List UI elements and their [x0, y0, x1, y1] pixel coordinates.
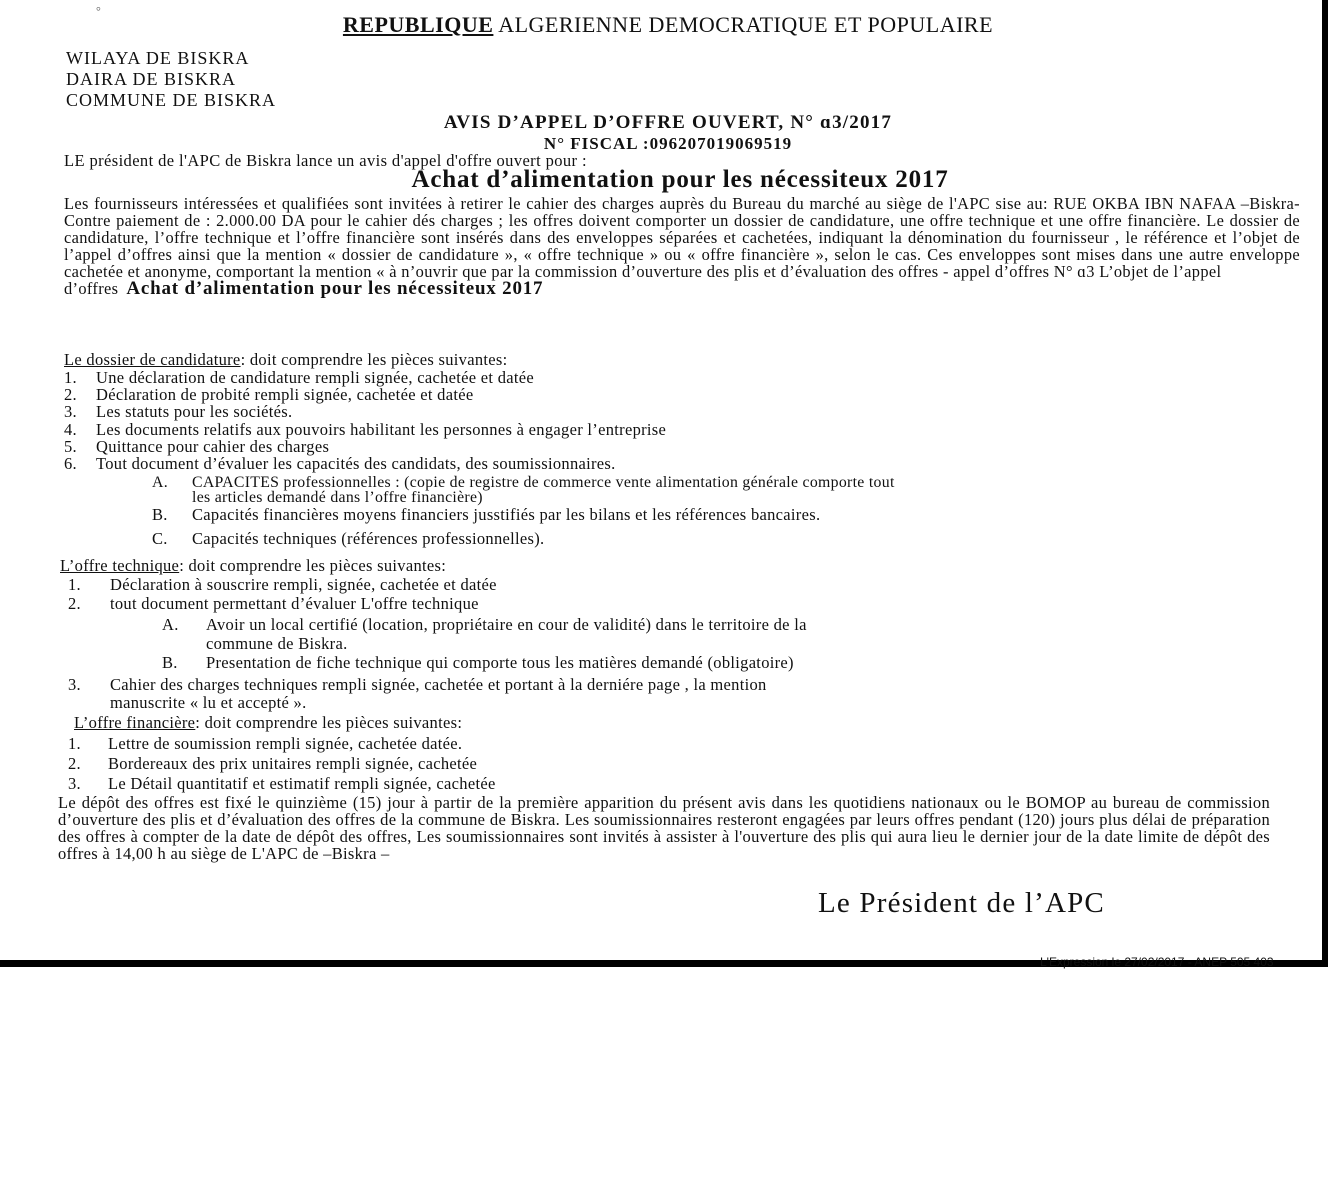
sub-text: CAPACITES professionnelles : (copie de registre de commerce vente alimentation générale comporte tout — [192, 474, 895, 491]
financiere-heading-label: L’offre financière — [74, 713, 196, 732]
publication-footer: L'Expression le 27/02/2017 - ANEP 505 403 — [1040, 955, 1274, 969]
notice-title: AVIS D’APPEL D’OFFRE OUVERT, N° ɑ3/2017 — [443, 112, 893, 133]
technique-sub-b — [162, 655, 794, 670]
financiere-heading-rest: : doit comprendre les pièces suivantes: — [195, 713, 463, 732]
item-text: Déclaration de probité rempli signée, cachetée et datée — [96, 385, 474, 404]
item-number: 5. — [64, 437, 77, 456]
candidature-heading — [64, 351, 507, 369]
sub-text: les articles demandé dans l’offre financière) — [192, 489, 483, 506]
fiscal-number: N° FISCAL :09620701906951​9 — [543, 134, 793, 153]
item-number: 3. — [68, 774, 81, 793]
item-text: Cahier des charges techniques rempli signée, cachetée et portant à la derniére page , la mention — [110, 675, 767, 694]
item-number: 2. — [68, 754, 81, 773]
list-item — [64, 402, 292, 422]
candidature-sub-b — [152, 507, 820, 522]
item-text: Déclaration à souscrire rempli, signée, cachetée et datée — [110, 575, 497, 594]
list-item — [68, 774, 496, 794]
item-text: Bordereaux des prix unitaires rempli signée, cachetée — [108, 754, 478, 773]
sub-letter: A. — [152, 474, 168, 491]
item-number: 3. — [68, 675, 81, 694]
sub-letter: B. — [152, 505, 168, 524]
technique-heading — [60, 557, 446, 575]
administration-block — [66, 48, 276, 111]
sub-text: Avoir un local certifié (location, propriétaire en cour de validité) dans le territoire de la — [206, 615, 807, 634]
item-number: 6. — [64, 454, 77, 473]
list-item — [64, 454, 616, 474]
deposit-paragraph: Le dépôt des offres est fixé le quinzième (15) jour à partir de la première apparition du présent avis dans les quotidiens nationaux ou le BOMOP au bureau de commission d’ouverture des plis et d’évaluation des offres de la commune de Biskra. Les soumissionnaires resteront engagées par leurs offres pendant (120) jours plus délai de préparation des offres à compter de la date de dépôt des offres, Les soumissionnaires sont invités à assister à l'ouverture des plis qui aura lieu le dernier jour de la date limite de dépôt des offres à 14,00 h au siège de L'APC de –Biskra – — [58, 793, 1270, 863]
item-text: Le Détail quantitatif et estimatif rempli signée, cachetée — [108, 774, 496, 793]
list-item — [68, 575, 497, 595]
item-text: manuscrite « lu et accepté ». — [110, 693, 307, 712]
financiere-heading — [74, 714, 462, 732]
main-title: Achat d’alimentation pour les nécessiteux 2017 — [411, 166, 949, 193]
sub-text: Capacités techniques (références professionnelles). — [192, 529, 545, 548]
item-text: Une déclaration de candidature rempli signée, cachetée et datée — [96, 368, 535, 387]
sub-text: Capacités financières moyens financiers jusstifiés par les bilans et les références bancaires. — [192, 505, 821, 524]
item-number: 1. — [68, 734, 81, 753]
item-text: tout document permettant d’évaluer L'offre technique — [110, 594, 479, 613]
technique-heading-rest: : doit comprendre les pièces suivantes: — [179, 556, 447, 575]
sub-letter: B. — [162, 653, 178, 672]
candidature-sub-c — [152, 531, 545, 546]
technique-sub-a — [162, 615, 807, 653]
sub-text: commune de Biskra. — [206, 634, 348, 653]
item-number: 2. — [64, 385, 77, 404]
technique-heading-label: L’offre technique — [60, 556, 180, 575]
instructions-end-prefix: d’offres — [64, 279, 119, 298]
item-number: 1. — [68, 575, 81, 594]
item-text: Lettre de soumission rempli signée, cachetée datée. — [108, 734, 463, 753]
list-item — [68, 754, 477, 774]
technique-item-3 — [68, 676, 767, 712]
list-item — [68, 734, 462, 754]
signature-line: Le Président de l’APC — [818, 887, 1105, 919]
item-text: Quittance pour cahier des charges — [96, 437, 330, 456]
candidature-heading-rest: : doit comprendre les pièces suivantes: — [240, 350, 508, 369]
instructions-text: Les fournisseurs intéressées et qualifiées sont invitées à retirer le cahier des charges auprès du Bureau du marché au siège de l'APC sise au: RUE OKBA IBN NAFAA –Biskra-Contre paiement de : 2.000.00 DA pour le cahier dés charges ; les offres doivent comporter un dossier de candidature, une offre technique et une offre financière. Le dossier de candidature, l’offre technique et l’offre financière sont insérés dans des enveloppes séparées et cachetées, indiquant la dénomination du fournisseur , le référence et l’objet de l’appel d’offres ainsi que la mention « dossier de candidature », « offre technique » ou « offre financière », selon le cas. Ces enveloppes sont mises dans une autre enveloppe cachetée et anonyme, comportant la mention « à n’ouvrir que par la commission d’ouverture des plis et d’évaluation des offres - appel d’offres N° ɑ3 L’objet de l’appel — [64, 194, 1300, 281]
republic-word: REPUBLIQUE — [342, 12, 494, 37]
item-number: 2. — [68, 594, 81, 613]
intro-line: LE président de l'APC de Biskra lance un avis d'appel d'offre ouvert pour : — [64, 151, 587, 170]
item-text: Les documents relatifs aux pouvoirs habilitant les personnes à engager l’entreprise — [96, 420, 667, 439]
candidature-sub-a — [152, 475, 895, 505]
item-text: Les statuts pour les sociétés. — [96, 402, 293, 421]
scan-mark: ° — [96, 4, 101, 18]
candidature-heading-label: Le dossier de candidature — [64, 350, 241, 369]
sub-text: Presentation de fiche technique qui comporte tous les matières demandé (obligatoire) — [206, 653, 794, 672]
republic-header — [0, 12, 1336, 38]
item-number: 3. — [64, 402, 77, 421]
commune-line: COMMUNE DE BISKRA — [66, 90, 277, 110]
wilaya-line: WILAYA DE BISKRA — [66, 48, 250, 68]
instructions-paragraph — [64, 195, 1300, 297]
item-number: 4. — [64, 420, 77, 439]
item-text: Tout document d’évaluer les capacités des candidats, des soumissionnaires. — [96, 454, 616, 473]
sub-letter: C. — [152, 529, 168, 548]
list-item — [68, 594, 479, 614]
daira-line: DAIRA DE BISKRA — [66, 69, 237, 89]
republic-rest: ALGERIENNE DEMOCRATIQUE ET POPULAIRE — [498, 12, 994, 37]
instructions-end-title: Achat d’alimentation pour les nécessiteux 2017 — [126, 278, 544, 299]
item-number: 1. — [64, 368, 77, 387]
sub-letter: A. — [162, 615, 179, 634]
